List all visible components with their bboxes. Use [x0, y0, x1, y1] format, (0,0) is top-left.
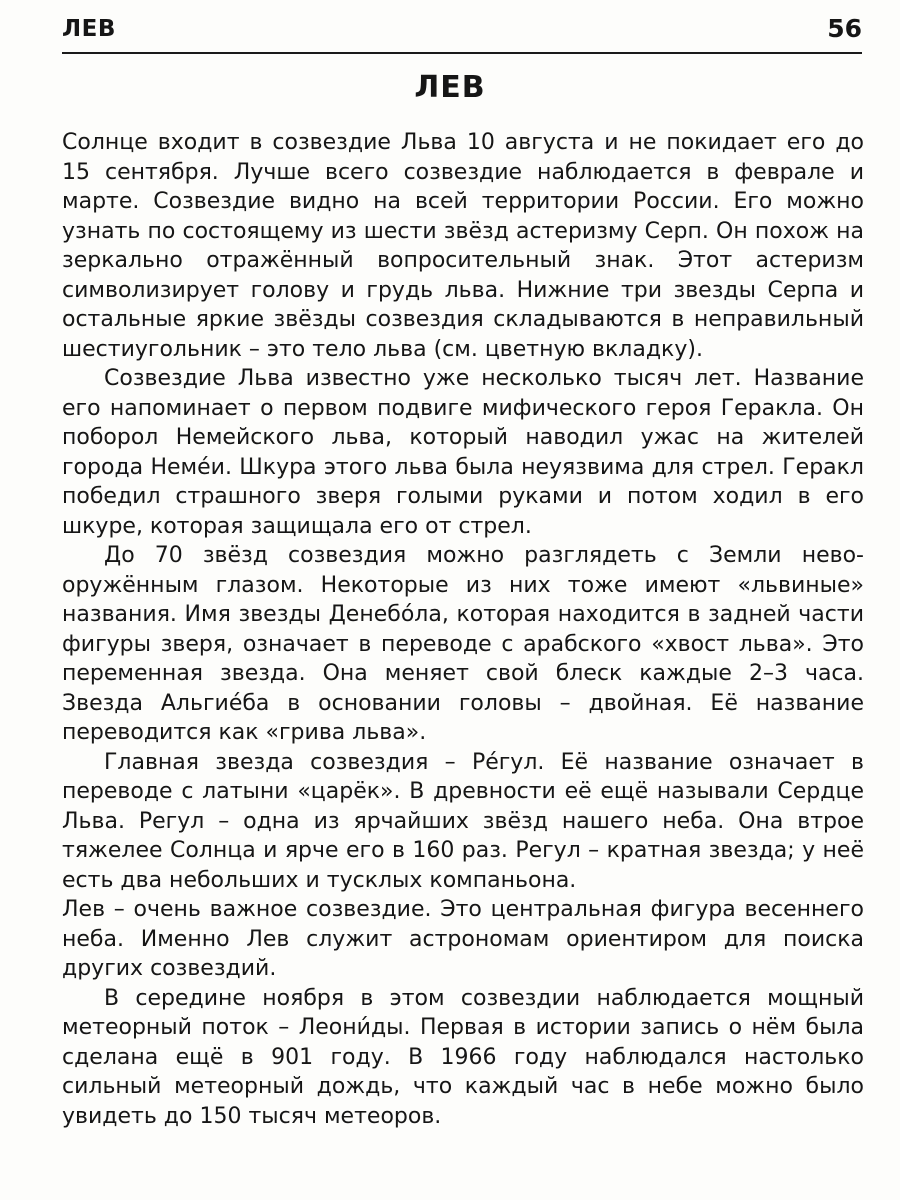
article-body — [62, 128, 864, 1131]
paragraph: До 70 звёзд созвездия можно разглядеть с Земли невооружённым глазом. Некоторые из них тоже имеют «львиные» названия. Имя звезды Денебóла, которая находится в задней части фигуры зверя, означает в переводе с арабского «хвост льва». Это переменная звезда. Она меняет свой блеск каждые 2–3 часа. Звезда Альгиéба в основании головы – двойная. Её название переводится как «грива льва». — [62, 543, 864, 745]
chapter-title: ЛЕВ — [414, 70, 486, 105]
paragraph: Солнце входит в созвездие Льва 10 августа и не покидает его до 15 сентября. Лучше всего созвездие наблюдается в феврале и марте. Созвездие видно на всей территории России. Его можно узнать по состоящему из шести звёзд астеризму Серп. Он похож на зеркально отражённый вопросительный знак. Этот астеризм символизирует голову и грудь льва. Нижние три звезды Серпа и остальные яркие звёзды созвездия складываются в неправильный шестиугольник – это тело льва (см. цветную вкладку). — [62, 130, 864, 362]
running-title: ЛЕВ — [62, 16, 116, 42]
running-header — [62, 16, 862, 54]
paragraph: Лев – очень важное созвездие. Это центральная фигура весеннего неба. Именно Лев служит астрономам ориентиром для поиска других созвездий. — [62, 897, 864, 981]
page-number: 56 — [827, 14, 862, 43]
paragraph: В середине ноября в этом созвездии наблюдается мощный метеорный поток – Леони́ды. Первая в истории запись о нём была сделана ещё в 901 году. В 1966 году наблюдался настолько сильный метеорный дождь, что каждый час в небе можно было увидеть до 150 тысяч метеоров. — [62, 985, 864, 1129]
paragraph: Главная звезда созвездия – Рéгул. Её название означает в переводе с латыни «царёк». В древности её ещё называли Сердце Льва. Регул – одна из ярчайших звёзд нашего неба. Она втрое тяжелее Солнца и ярче его в 160 раз. Регул – кратная звезда; у неё есть два небольших и тусклых компаньона. — [62, 749, 864, 893]
paragraph: Созвездие Льва известно уже несколько тысяч лет. Название его напоминает о первом подвиге мифического героя Геракла. Он поборол Немейского льва, который наводил ужас на жителей города Немéи. Шкура этого льва была неуязвима для стрел. Геракл победил страшного зверя голыми руками и потом ходил в его шкуре, которая защищала его от стрел. — [62, 366, 864, 539]
